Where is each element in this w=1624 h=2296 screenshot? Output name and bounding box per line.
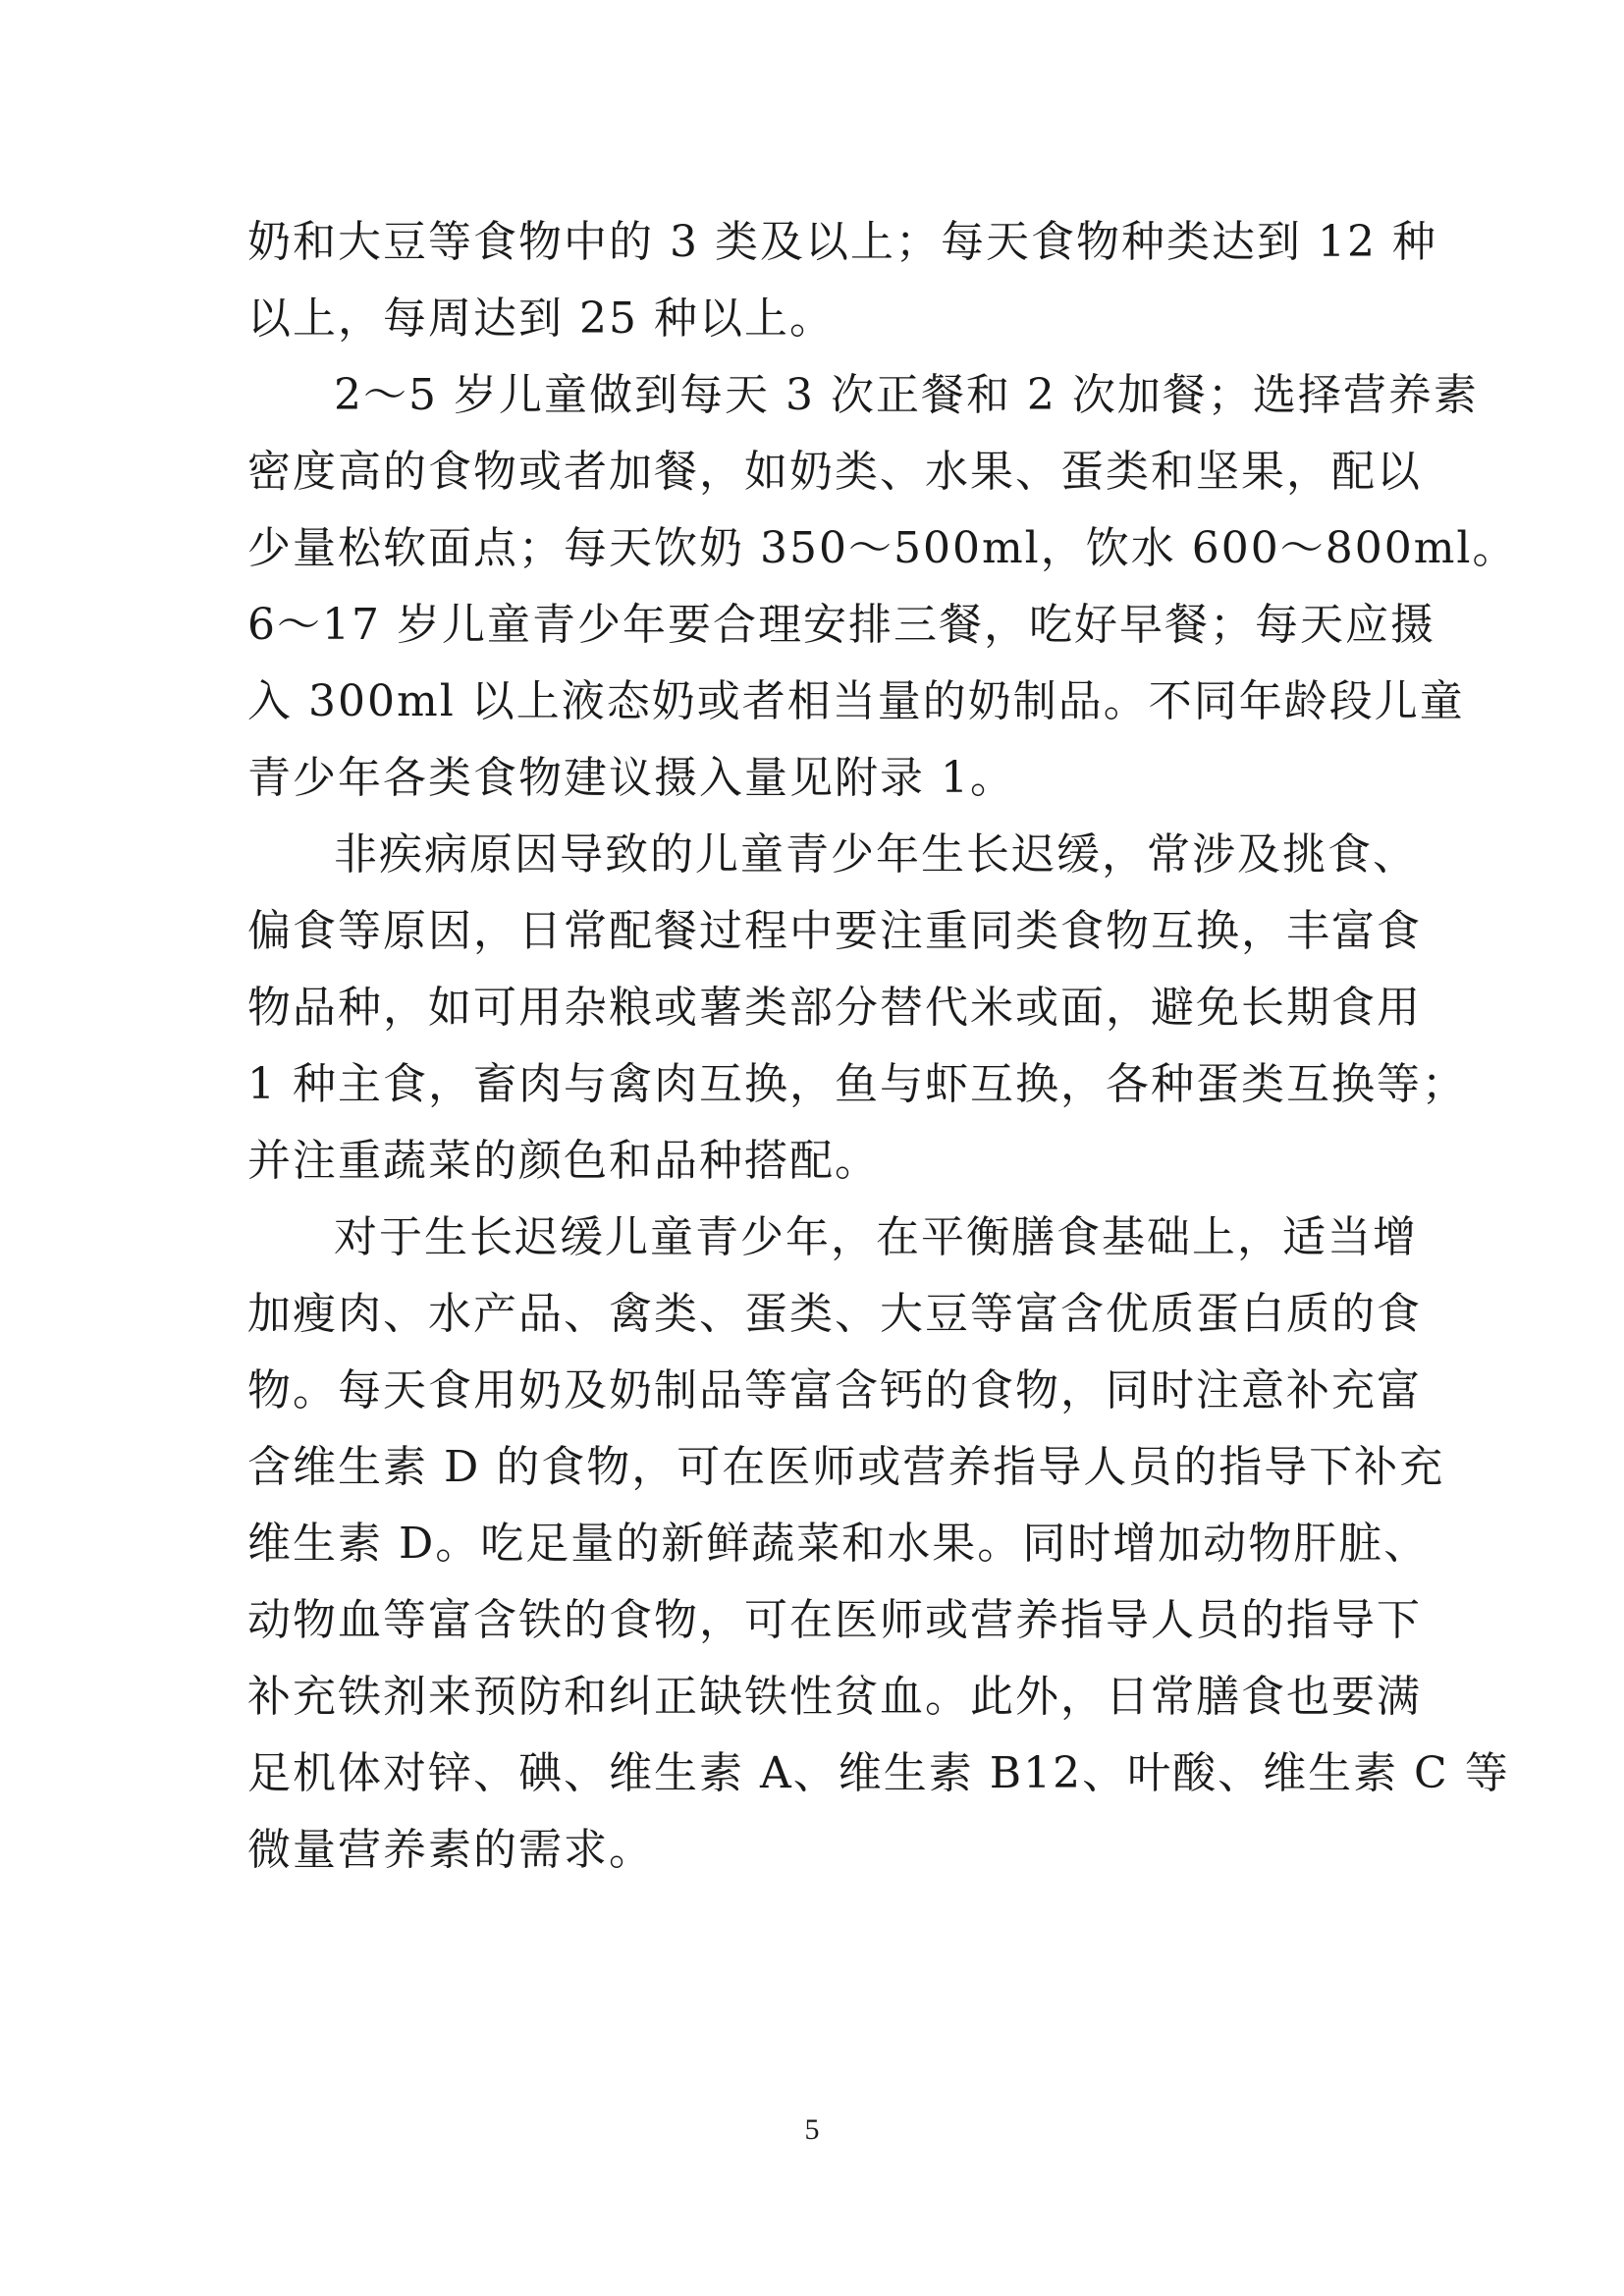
text-line: 以上，每周达到 25 种以上。 [247,294,835,344]
text-line: 足机体对锌、碘、维生素 A、维生素 B12、叶酸、维生素 C 等 [247,1748,1510,1798]
text-line: 对于生长迟缓儿童青少年，在平衡膳食基础上，适当增 [334,1212,1418,1262]
text-line: 少量松软面点；每天饮奶 350～500ml，饮水 600～800ml。 [247,523,1518,573]
text-line: 补充铁剂来预防和纠正缺铁性贫血。此外，日常膳食也要满 [247,1672,1422,1722]
text-line: 1 种主食，畜肉与禽肉互换，鱼与虾互换，各种蛋类互换等； [247,1059,1467,1109]
text-line: 维生素 D。吃足量的新鲜蔬菜和水果。同时增加动物肝脏、 [247,1519,1430,1569]
page-number: 5 [804,2113,820,2146]
text-line: 6～17 岁儿童青少年要合理安排三餐，吃好早餐；每天应摄 [247,600,1435,650]
text-line: 物。每天食用奶及奶制品等富含钙的食物，同时注意补充富 [247,1365,1422,1415]
text-line: 奶和大豆等食物中的 3 类及以上；每天食物种类达到 12 种 [247,217,1437,267]
text-line: 2～5 岁儿童做到每天 3 次正餐和 2 次加餐；选择营养素 [334,370,1479,420]
text-line: 偏食等原因，日常配餐过程中要注重同类食物互换，丰富食 [247,906,1422,956]
text-line: 含维生素 D 的食物，可在医师或营养指导人员的指导下补充 [247,1442,1445,1492]
text-line: 动物血等富含铁的食物，可在医师或营养指导人员的指导下 [247,1595,1422,1645]
text-line: 物品种，如可用杂粮或薯类部分替代米或面，避免长期食用 [247,983,1422,1033]
text-line: 微量营养素的需求。 [247,1825,654,1875]
text-line: 非疾病原因导致的儿童青少年生长迟缓，常涉及挑食、 [334,829,1418,880]
text-line: 并注重蔬菜的颜色和品种搭配。 [247,1136,880,1186]
text-line: 密度高的食物或者加餐，如奶类、水果、蛋类和坚果，配以 [247,447,1422,497]
text-line: 加瘦肉、水产品、禽类、蛋类、大豆等富含优质蛋白质的食 [247,1289,1422,1339]
text-line: 入 300ml 以上液态奶或者相当量的奶制品。不同年龄段儿童 [247,676,1465,726]
text-line: 青少年各类食物建议摄入量见附录 1。 [247,753,1015,803]
